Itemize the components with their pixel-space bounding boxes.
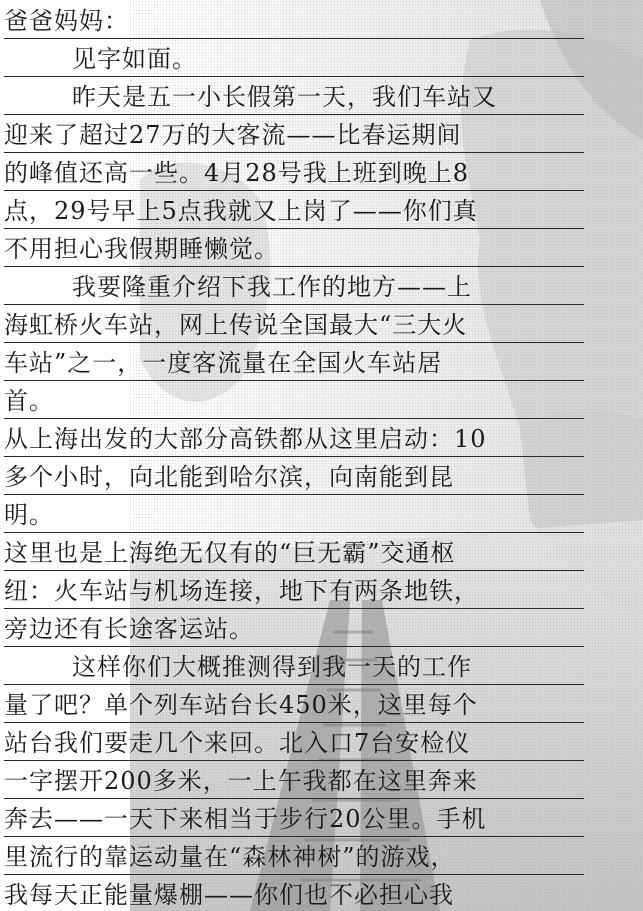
letter-line-12: [4, 418, 584, 457]
letter-line-text: 不用担心我假期睡懒觉。: [4, 235, 279, 263]
letter-line-text: 点，29号早上5点我就又上岗了——你们真: [4, 197, 478, 225]
letter-line-text: 量了吧？单个列车站台长450米，这里每个: [4, 691, 478, 719]
letter-line-3: [4, 76, 584, 115]
letter-line-text: 一字摆开200多米，一上午我都在这里奔来: [4, 767, 478, 795]
letter-line-text: 海虹桥火车站，网上传说全国最大“三大火: [4, 311, 468, 339]
letter-line-24: [4, 874, 584, 911]
letter-line-8: [4, 266, 584, 305]
letter-line-18: [4, 646, 584, 685]
letter-line-19: [4, 684, 584, 723]
letter-line-text: 昨天是五一小长假第一天，我们车站又: [72, 83, 497, 111]
letter-line-23: [4, 836, 584, 875]
letter-line-text: 的峰值还高一些。4月28号我上班到晚上8: [4, 159, 470, 187]
letter-line-5: [4, 152, 584, 191]
letter-line-1: [4, 0, 584, 39]
letter-line-11: [4, 380, 584, 419]
letter-line-22: [4, 798, 584, 837]
letter-line-text: 车站”之一，一度客流量在全国火车站居: [4, 349, 443, 377]
letter-line-20: [4, 722, 584, 761]
letter-line-text: 首。: [4, 387, 54, 415]
letter-line-10: [4, 342, 584, 381]
letter-line-6: [4, 190, 584, 229]
letter-line-text: 里流行的靠运动量在“森林神树”的游戏，: [4, 843, 456, 871]
letter-line-text: 奔去——一天下来相当于步行20公里。手机: [4, 805, 487, 833]
letter-line-text: 见字如面。: [72, 45, 197, 73]
letter-line-text: 站台我们要走几个来回。北入口7台安检仪: [4, 729, 471, 757]
letter-line-4: [4, 114, 584, 153]
letter-line-text: 这里也是上海绝无仅有的“巨无霸”交通枢: [4, 539, 456, 567]
letter-line-text: 纽：火车站与机场连接，地下有两条地铁，: [4, 577, 479, 605]
letter-line-2: [4, 38, 584, 77]
letter-line-13: [4, 456, 584, 495]
letter-line-text: 明。: [4, 501, 54, 529]
letter-line-text: 旁边还有长途客运站。: [4, 615, 254, 643]
letter-line-text: 我要隆重介绍下我工作的地方——上: [72, 273, 472, 301]
letter-line-text: 爸爸妈妈：: [4, 7, 129, 35]
letter-line-16: [4, 570, 584, 609]
letter-line-text: 从上海出发的大部分高铁都从这里启动：10: [4, 425, 487, 453]
letter-line-7: [4, 228, 584, 267]
letter-line-15: [4, 532, 584, 571]
letter-line-text: 我每天正能量爆棚——你们也不必担心我: [4, 881, 454, 909]
letter-line-text: 这样你们大概推测得到我一天的工作: [72, 653, 472, 681]
letter-line-text: 多个小时，向北能到哈尔滨，向南能到昆: [4, 463, 454, 491]
letter-line-21: [4, 760, 584, 799]
letter-line-14: [4, 494, 584, 533]
letter-line-text: 迎来了超过27万的大客流——比春运期间: [4, 121, 462, 149]
letter-line-17: [4, 608, 584, 647]
letter-line-9: [4, 304, 584, 343]
